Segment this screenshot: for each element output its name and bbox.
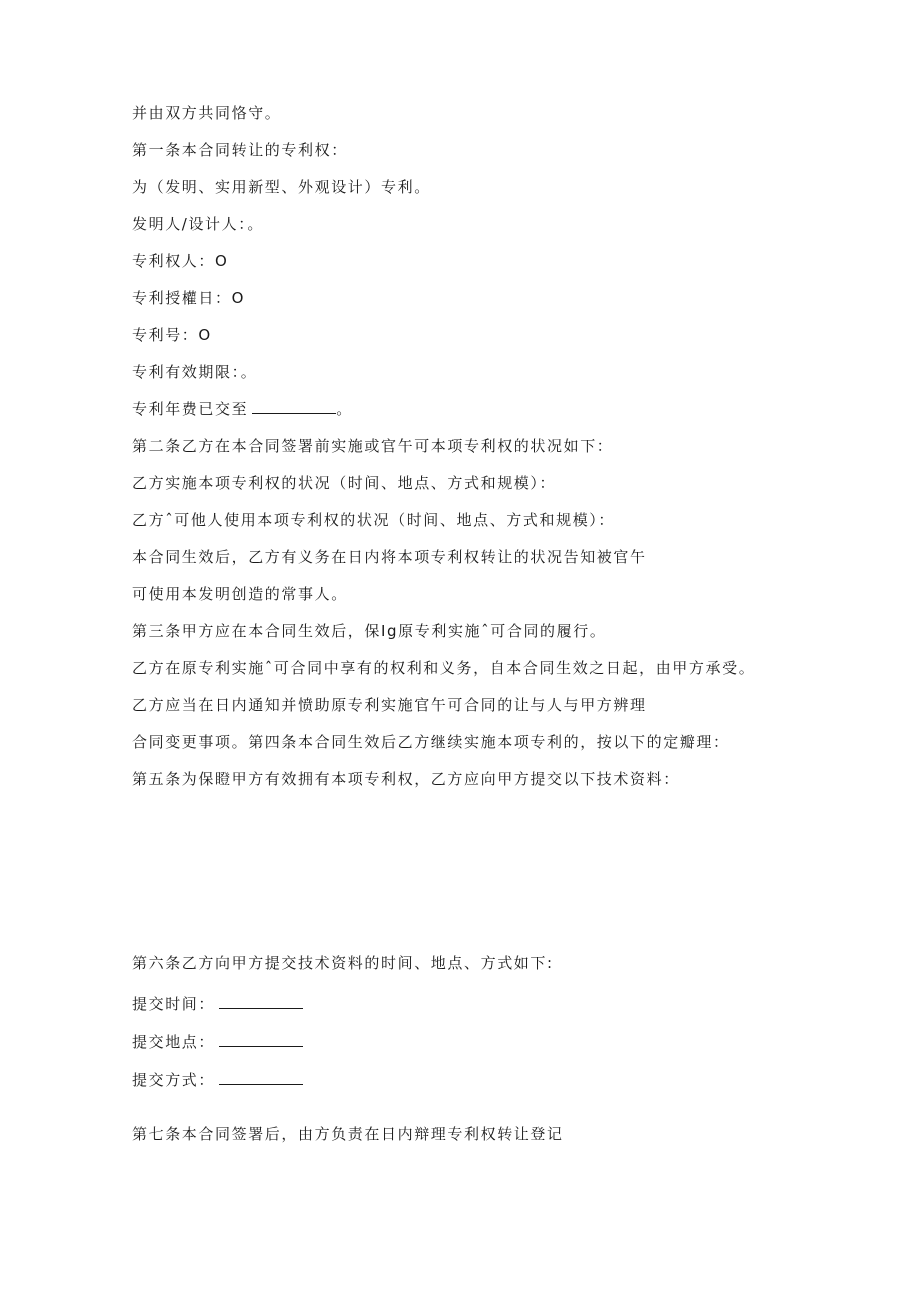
text-line: 乙方应当在日内通知并愤助原专利实施官午可合同的让与人与甲方辨理 [132,696,647,714]
validity-line: 专利有效期限：。 [132,363,258,381]
patent-number-line: 专利号：O [132,326,212,344]
patentee-line: 专利权人：O [132,252,229,270]
submission-method-line [132,1070,303,1090]
annual-fee-line [132,399,353,419]
text-line: 乙方ˆ可他人使用本项专利权的状况（时间、地点、方式和规模）： [132,511,616,529]
text-line: 本合同生效后，乙方有义务在日内将本项专利权转让的状况告知被官午 [132,548,647,566]
article-7-heading: 第七条本合同签署后，由方负责在日内辩理专利权转让登记 [132,1125,564,1143]
article-6-heading: 第六条乙方向甲方提交技术资料的时间、地点、方式如下: [132,954,554,972]
article-2-heading: 第二条乙方在本合同签署前实施或官午可本项专利权的状况如下： [132,437,614,455]
grant-date-line: 专利授權日：O [132,289,246,307]
text-line: 乙方实施本项专利权的状况（时间、地点、方式和规模）： [132,474,557,492]
text-line: 并由双方共同恪守。 [132,104,282,122]
article-4-heading: 合同变更事项。第四条本合同生效后乙方继续实施本项专利的，按以下的定瓣理： [132,733,730,751]
inventor-line: 发明人/设计人：。 [132,215,264,233]
annual-fee-blank [252,399,336,414]
article-5-heading: 第五条为保瞪甲方有效拥有本项专利权，乙方应向甲方提交以下技术资料： [132,770,680,788]
submission-time-blank [219,994,303,1009]
article-3-heading: 第三条甲方应在本合同生效后，保Ig原专利实施ˆ可合同的履行。 [132,622,607,640]
submission-place-label: 提交地点： [132,1033,216,1051]
submission-time-label: 提交时间： [132,995,216,1013]
submission-place-blank [219,1032,303,1047]
submission-place-line [132,1032,303,1052]
text-line: 乙方在原专利实施ˆ可合同中享有的权利和义务，自本合同生效之日起，由甲方承受。 [132,659,756,677]
text-line: 为（发明、实用新型、外观设计）专利。 [132,178,431,196]
annual-fee-label: 专利年费已交至 [132,400,249,418]
submission-method-label: 提交方式： [132,1071,216,1089]
text-line: 可使用本发明创造的常事人。 [132,585,348,603]
submission-time-line [132,994,303,1014]
submission-method-blank [219,1070,303,1085]
annual-fee-suffix: 。 [336,400,353,418]
article-1-heading: 第一条本合同转让的专利权： [132,141,348,159]
